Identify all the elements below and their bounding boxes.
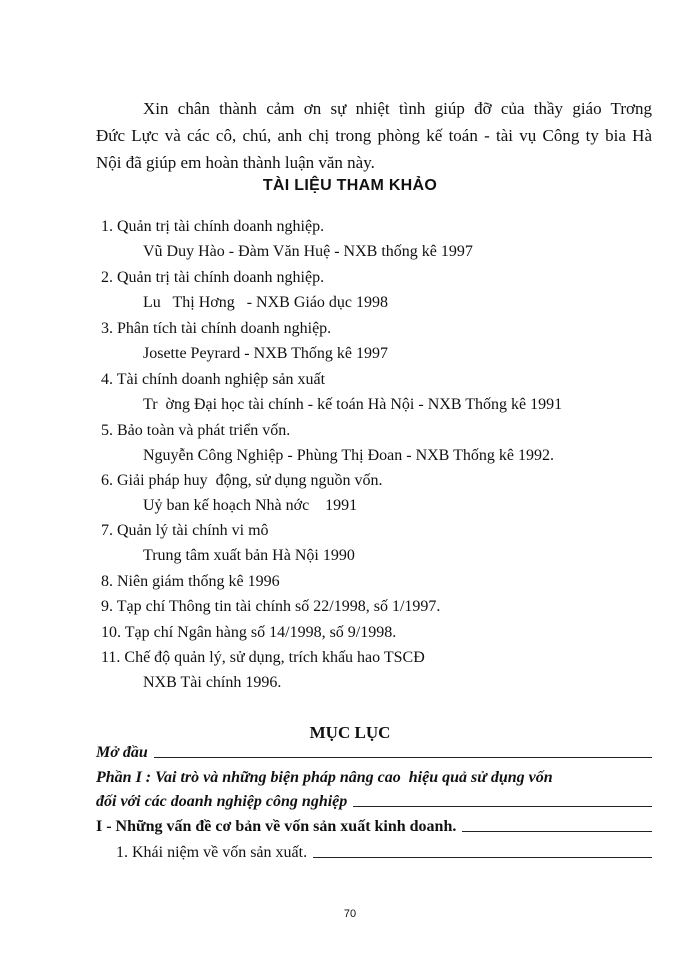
toc-entry[interactable] (96, 818, 652, 836)
acknowledgement-line: Nội đã giúp em hoàn thành luận văn này. (96, 153, 375, 172)
reference-source: Josette Peyrard - NXB Thống kê 1997 (143, 345, 388, 362)
reference-item: 3. Phân tích tài chính doanh nghiệp. (101, 320, 332, 337)
toc-title: MỤC LỤC (309, 723, 391, 742)
reference-item: 5. Bảo toàn và phát triển vốn. (101, 422, 291, 439)
toc-entry-label: 1. Khái niệm về vốn sản xuất. (116, 844, 308, 861)
reference-item: 1. Quản trị tài chính doanh nghiệp. (101, 218, 325, 235)
reference-source: Nguyễn Công Nghiệp - Phùng Thị Đoan - NXB Thống kê 1992. (143, 447, 554, 464)
toc-leader-line (462, 830, 652, 832)
reference-item: 9. Tạp chí Thông tin tài chính số 22/1998, số 1/1997. (101, 598, 441, 615)
reference-source: Trung tâm xuất bản Hà Nội 1990 (143, 547, 355, 564)
toc-entry-label: Mở đầu (96, 744, 148, 761)
toc-entry-label: Phần I : Vai trò và những biện pháp nâng cao hiệu quả sử dụng vốn (96, 769, 553, 786)
reference-item: 10. Tạp chí Ngân hàng số 14/1998, số 9/1998. (101, 624, 397, 641)
reference-item: 6. Giải pháp huy động, sử dụng nguồn vốn. (101, 472, 383, 489)
reference-source: Vũ Duy Hào - Đàm Văn Huệ - NXB thống kê 1997 (143, 243, 473, 260)
toc-entry[interactable] (96, 793, 652, 811)
reference-source: Tr ờng Đại học tài chính - kế toán Hà Nội - NXB Thống kê 1991 (143, 396, 563, 413)
reference-item: 7. Quản lý tài chính vi mô (101, 522, 269, 539)
toc-leader-line (353, 805, 652, 807)
toc-leader-line (313, 856, 652, 858)
toc-leader-line (154, 756, 652, 758)
reference-source: Uỷ ban kế hoạch Nhà nớc 1991 (143, 497, 358, 514)
page-number: 70 (343, 908, 357, 920)
acknowledgement-line: Đức Lực và các cô, chú, anh chị trong phòng kế toán - tài vụ Công ty bia Hà (96, 126, 652, 145)
reference-source: Lu Thị Hơng - NXB Giáo dục 1998 (143, 294, 389, 311)
references-title: TÀI LIỆU THAM KHẢO (262, 177, 438, 194)
reference-source: NXB Tài chính 1996. (143, 674, 282, 691)
reference-item: 4. Tài chính doanh nghiệp sản xuất (101, 371, 326, 388)
toc-entry-label: đối với các doanh nghiệp công nghiệp (96, 793, 348, 810)
toc-entry[interactable] (96, 744, 652, 762)
toc-entry[interactable] (96, 769, 553, 787)
toc-entry[interactable] (116, 844, 652, 862)
reference-item: 11. Chế độ quản lý, sử dụng, trích khấu hao TSCĐ (101, 649, 425, 666)
acknowledgement-line: Xin chân thành cảm ơn sự nhiệt tình giúp đỡ của thầy giáo Trơng (143, 99, 652, 118)
toc-entry-label: I - Những vấn đề cơ bản về vốn sản xuất kinh doanh. (96, 818, 457, 835)
reference-item: 2. Quản trị tài chính doanh nghiệp. (101, 269, 325, 286)
reference-item: 8. Niên giám thống kê 1996 (101, 573, 280, 590)
acknowledgement-paragraph (96, 95, 652, 176)
